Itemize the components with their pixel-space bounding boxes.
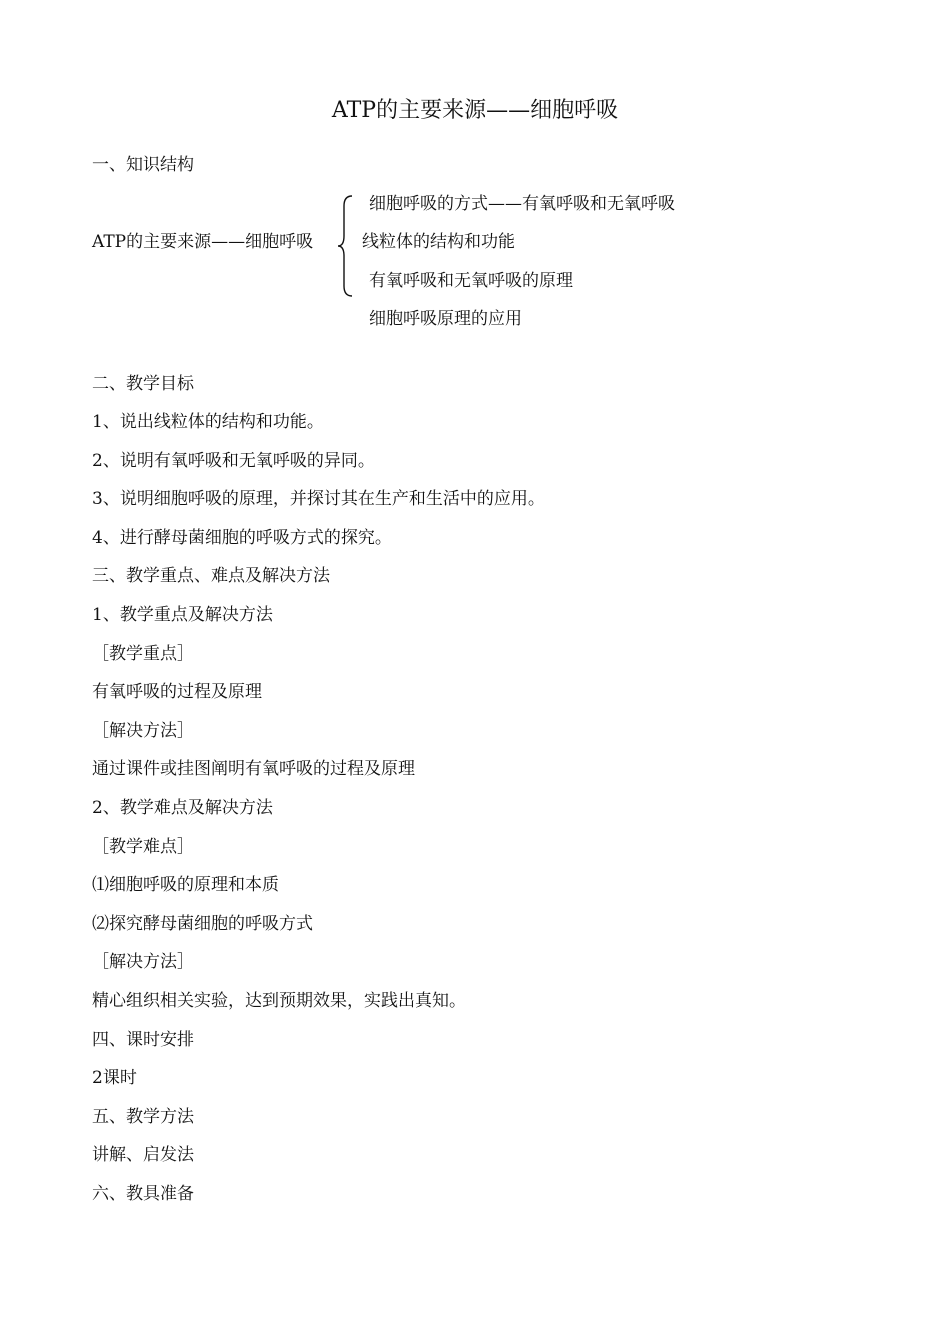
page-title: ATP的主要来源——细胞呼吸 [331, 98, 619, 123]
body-line: ［解决方法］ [92, 721, 194, 741]
curly-brace-icon [336, 194, 358, 298]
body-line: 2课时 [92, 1068, 137, 1088]
body-line: 1、说出线粒体的结构和功能。 [92, 412, 324, 432]
body-line: 四、课时安排 [92, 1030, 194, 1050]
structure-root-label: ATP的主要来源——细胞呼吸 [92, 232, 314, 252]
body-line: 通过课件或挂图阐明有氧呼吸的过程及原理 [92, 759, 415, 779]
structure-branch: 细胞呼吸原理的应用 [369, 309, 522, 329]
body-line: 3、说明细胞呼吸的原理，并探讨其在生产和生活中的应用。 [92, 489, 545, 509]
body-line: 2、教学难点及解决方法 [92, 798, 273, 818]
section-heading-knowledge: 一、知识结构 [92, 155, 194, 175]
body-line: 精心组织相关实验，达到预期效果，实践出真知。 [92, 991, 466, 1011]
body-line: 4、进行酵母菌细胞的呼吸方式的探究。 [92, 528, 392, 548]
body-line: ［解决方法］ [92, 952, 194, 972]
body-line: 1、教学重点及解决方法 [92, 605, 273, 625]
structure-branch: 有氧呼吸和无氧呼吸的原理 [369, 271, 573, 291]
body-line: 有氧呼吸的过程及原理 [92, 682, 262, 702]
body-line: 三、教学重点、难点及解决方法 [92, 566, 330, 586]
body-line: ⑵探究酵母菌细胞的呼吸方式 [92, 914, 313, 934]
body-line: ［教学重点］ [92, 644, 194, 664]
body-line: 五、教学方法 [92, 1107, 194, 1127]
body-line: 二、教学目标 [92, 374, 194, 394]
body-line: 2、说明有氧呼吸和无氧呼吸的异同。 [92, 451, 375, 471]
body-line: ⑴细胞呼吸的原理和本质 [92, 875, 279, 895]
body-line: 讲解、启发法 [92, 1145, 194, 1165]
structure-branch: 线粒体的结构和功能 [362, 232, 515, 252]
structure-branch: 细胞呼吸的方式——有氧呼吸和无氧呼吸 [369, 194, 675, 214]
body-line: ［教学难点］ [92, 837, 194, 857]
body-line: 六、教具准备 [92, 1184, 194, 1204]
